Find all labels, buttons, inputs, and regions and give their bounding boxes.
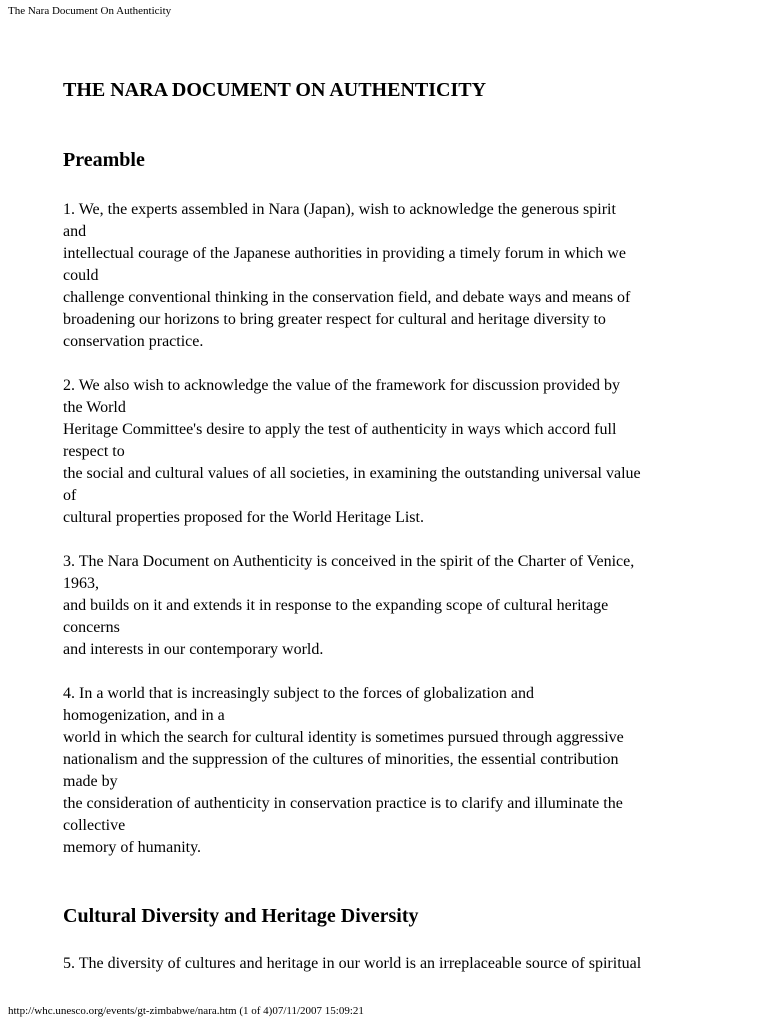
paragraph-line: made by (63, 773, 118, 790)
paragraph-2 (63, 375, 641, 529)
paragraph-5 (63, 953, 641, 975)
paragraph-line: the social and cultural values of all societies, in examining the outstanding universal value (63, 465, 641, 482)
paragraph-line: and interests in our contemporary world. (63, 641, 324, 658)
paragraph-line: homogenization, and in a (63, 707, 225, 724)
paragraph-line: 4. In a world that is increasingly subject to the forces of globalization and (63, 685, 534, 702)
running-header-title: The Nara Document On Authenticity (8, 5, 172, 17)
paragraph-line: broadening our horizons to bring greater respect for cultural and heritage diversity to (63, 311, 606, 328)
paragraph-line: and (63, 223, 87, 240)
paragraph-line: Heritage Committee's desire to apply the test of authenticity in ways which accord full (63, 421, 617, 438)
running-footer-print-info: http://whc.unesco.org/events/gt-zimbabwe/nara.htm (1 of 4)07/11/2007 15:09:21 (8, 1005, 364, 1017)
paragraph-3 (63, 551, 634, 661)
paragraph-line: concerns (63, 619, 120, 636)
paragraph-line: respect to (63, 443, 125, 460)
paragraph-line: nationalism and the suppression of the cultures of minorities, the essential contribution (63, 751, 619, 768)
paragraph-4 (63, 683, 624, 859)
paragraph-line: 2. We also wish to acknowledge the value of the framework for discussion provided by (63, 377, 620, 394)
paragraph-line: challenge conventional thinking in the conservation field, and debate ways and means of (63, 289, 631, 306)
paragraph-line: conservation practice. (63, 333, 204, 350)
paragraph-line: and builds on it and extends it in response to the expanding scope of cultural heritage (63, 597, 609, 614)
paragraph-line: collective (63, 817, 126, 834)
paragraph-line: intellectual courage of the Japanese authorities in providing a timely forum in which we (63, 245, 626, 262)
paragraph-line: the World (63, 399, 126, 416)
paragraph-line: world in which the search for cultural identity is sometimes pursued through aggressive (63, 729, 624, 746)
paragraph-line: 1963, (63, 575, 99, 592)
paragraph-line: 5. The diversity of cultures and heritage in our world is an irreplaceable source of spiritual (63, 955, 642, 972)
paragraph-line: the consideration of authenticity in conservation practice is to clarify and illuminate the (63, 795, 623, 812)
paragraph-line: 1. We, the experts assembled in Nara (Japan), wish to acknowledge the generous spirit (63, 201, 616, 218)
paragraph-line: cultural properties proposed for the World Heritage List. (63, 509, 424, 526)
document-title: THE NARA DOCUMENT ON AUTHENTICITY (63, 79, 487, 101)
cultural-diversity-heading: Cultural Diversity and Heritage Diversity (63, 905, 419, 927)
paragraph-1 (63, 199, 630, 353)
paragraph-line: 3. The Nara Document on Authenticity is conceived in the spirit of the Charter of Venice, (63, 553, 635, 570)
paragraph-line: could (63, 267, 99, 284)
paragraph-line: memory of humanity. (63, 839, 202, 856)
preamble-heading: Preamble (63, 149, 145, 171)
paragraph-line: of (63, 487, 77, 504)
